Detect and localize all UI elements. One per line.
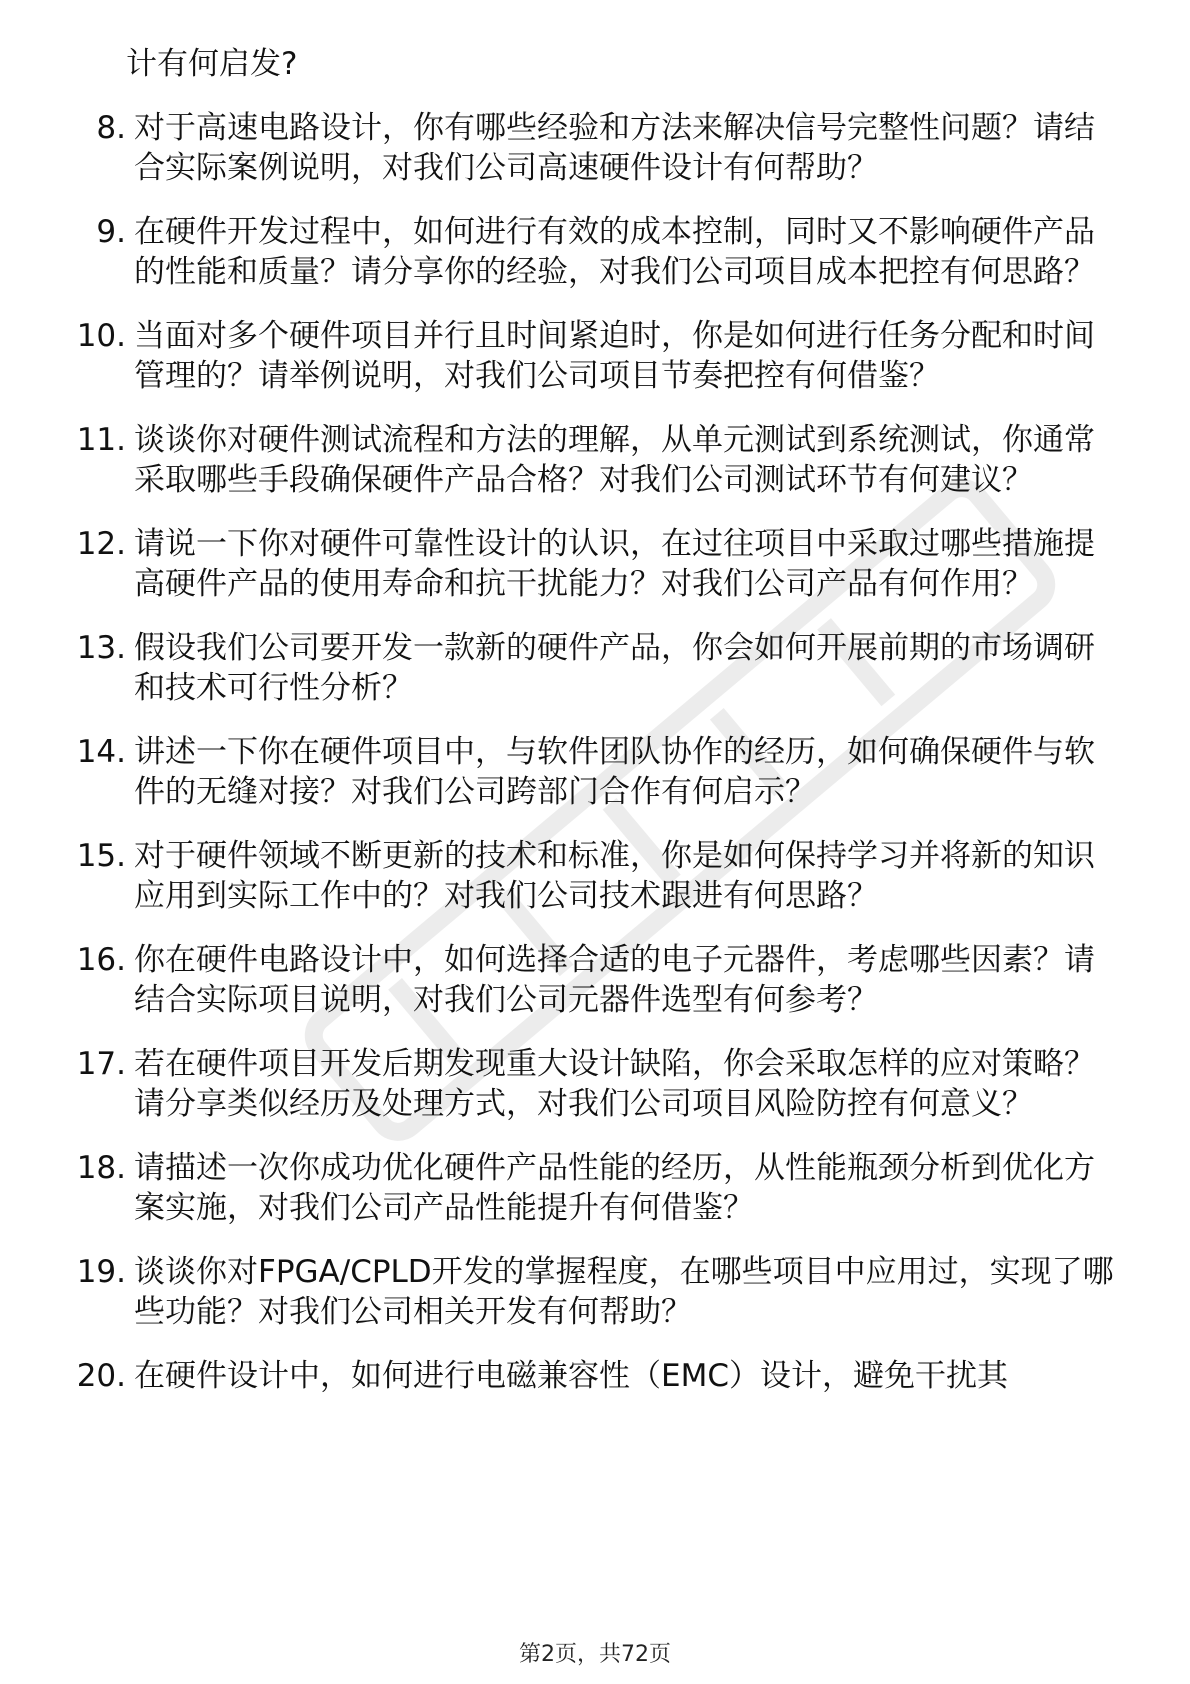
question-number: 17. [76,1046,126,1082]
continuation-text: 计有何启发? [126,46,298,82]
question-item [70,524,1120,604]
question-text: 对于硬件领域不断更新的技术和标准，你是如何保持学习并将新的知识应用到实际工作中的？对我们公司技术跟进有何思路？ [134,838,1095,914]
question-text: 在硬件开发过程中，如何进行有效的成本控制，同时又不影响硬件产品的性能和质量？请分享你的经验，对我们公司项目成本把控有何思路？ [134,214,1095,290]
question-number: 10. [76,318,126,354]
question-item [70,1356,1120,1396]
question-number: 11. [76,422,126,458]
question-item [70,1148,1120,1228]
question-list [70,44,1120,1420]
question-item [70,732,1120,812]
question-number: 9. [96,214,126,250]
question-text: 当面对多个硬件项目并行且时间紧迫时，你是如何进行任务分配和时间管理的？请举例说明，对我们公司项目节奏把控有何借鉴？ [134,318,1095,394]
question-number: 15. [76,838,126,874]
question-text: 若在硬件项目开发后期发现重大设计缺陷，你会采取怎样的应对策略？请分享类似经历及处理方式，对我们公司项目风险防控有何意义？ [134,1046,1095,1122]
question-number: 12. [76,526,126,562]
question-item [70,628,1120,708]
question-item [70,108,1120,188]
question-text: 你在硬件电路设计中，如何选择合适的电子元器件，考虑哪些因素？请结合实际项目说明，对我们公司元器件选型有何参考？ [134,942,1095,1018]
question-item [70,940,1120,1020]
question-text: 讲述一下你在硬件项目中，与软件团队协作的经历，如何确保硬件与软件的无缝对接？对我们公司跨部门合作有何启示？ [134,734,1095,810]
question-item [70,316,1120,396]
question-text: 请说一下你对硬件可靠性设计的认识，在过往项目中采取过哪些措施提高硬件产品的使用寿命和抗干扰能力？对我们公司产品有何作用？ [134,526,1095,602]
question-text: 对于高速电路设计，你有哪些经验和方法来解决信号完整性问题？请结合实际案例说明，对我们公司高速硬件设计有何帮助？ [134,110,1095,186]
question-text: 假设我们公司要开发一款新的硬件产品，你会如何开展前期的市场调研和技术可行性分析？ [134,630,1095,706]
question-number: 19. [76,1254,126,1290]
question-number: 20. [76,1358,126,1394]
question-text: 谈谈你对FPGA/CPLD开发的掌握程度，在哪些项目中应用过，实现了哪些功能？对我们公司相关开发有何帮助？ [134,1254,1114,1330]
question-number: 14. [76,734,126,770]
question-text: 在硬件设计中，如何进行电磁兼容性（EMC）设计，避免干扰其 [134,1358,1008,1394]
question-number: 8. [96,110,126,146]
question-number: 16. [76,942,126,978]
question-item [70,420,1120,500]
question-number: 13. [76,630,126,666]
question-text: 请描述一次你成功优化硬件产品性能的经历，从性能瓶颈分析到优化方案实施，对我们公司产品性能提升有何借鉴？ [134,1150,1095,1226]
question-item [70,1044,1120,1124]
question-item [70,1252,1120,1332]
question-number: 18. [76,1150,126,1186]
question-text: 谈谈你对硬件测试流程和方法的理解，从单元测试到系统测试，你通常采取哪些手段确保硬件产品合格？对我们公司测试环节有何建议？ [134,422,1095,498]
question-item [70,212,1120,292]
page-number-footer: 第2页，共72页 [519,1642,671,1667]
question-item [70,836,1120,916]
